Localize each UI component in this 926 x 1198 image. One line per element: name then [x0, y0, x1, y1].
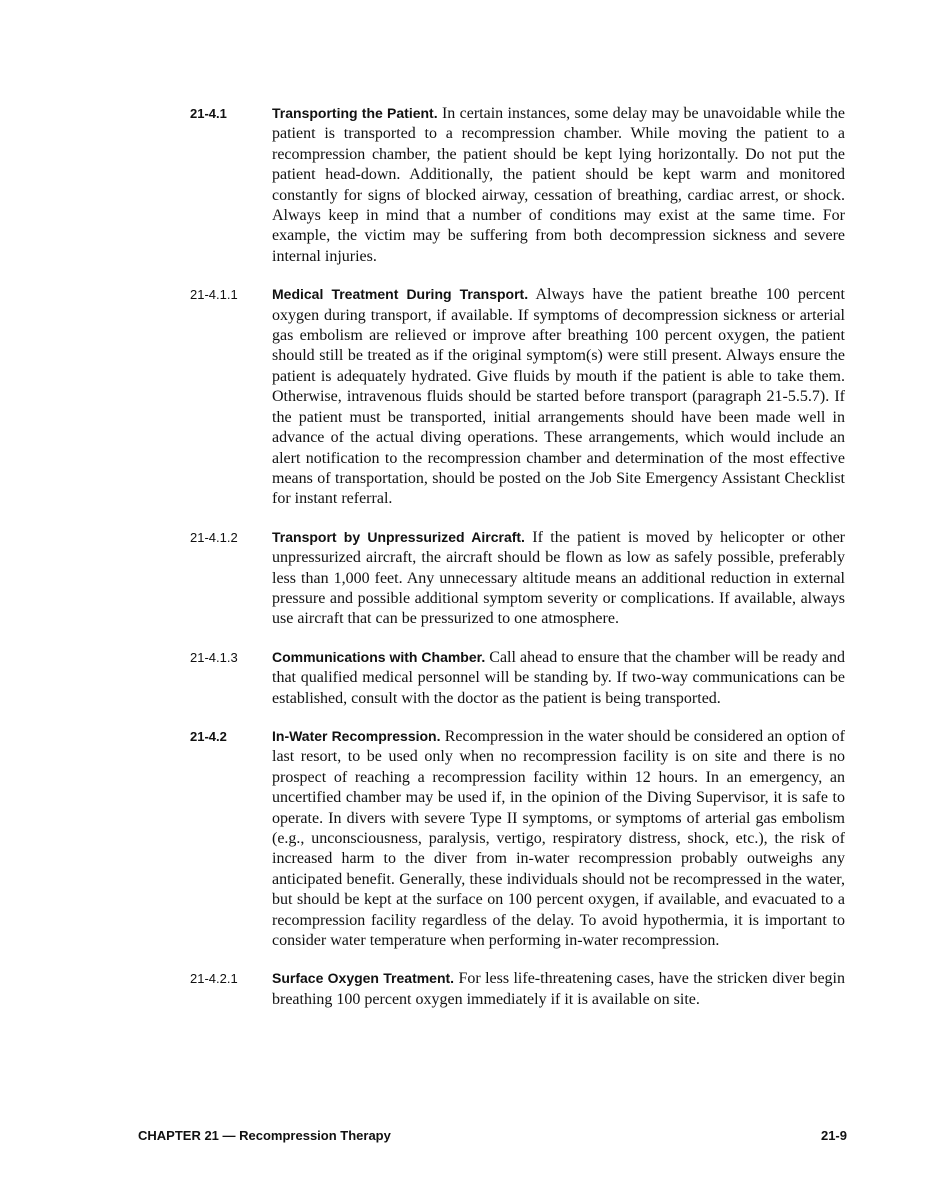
section-body — [272, 968, 845, 1010]
section-number: 21-4.2 — [190, 728, 227, 744]
section-title: Medical Treatment During Transport. — [272, 286, 529, 303]
section-title: In-Water Recompression. — [272, 727, 441, 744]
section-text: In certain instances, some delay may be unavoidable while the patient is transported to a recompression chamber. While moving the patient to a recompression chamber, the patient should be kept lying horizontally. Do not put the patient head-down. Additionally, the patient should be kept warm and monitored constantly for signs of blocked airway, cessation of breathing, cardiac arrest, or shock. Always keep in mind that a number of conditions may exist at the same time. For example, the victim may be suffering from both decompression sickness and severe internal injuries. — [272, 105, 846, 265]
section-21-4-2-1 — [190, 968, 845, 1010]
section-title: Transporting the Patient. — [272, 105, 438, 121]
section-body — [272, 647, 845, 709]
section-number: 21-4.1.3 — [190, 649, 238, 665]
section-21-4-2 — [190, 726, 845, 951]
section-number: 21-4.1.1 — [190, 287, 238, 303]
section-number: 21-4.1 — [190, 106, 227, 121]
page-footer — [138, 1128, 847, 1143]
section-21-4-1-2 — [190, 527, 845, 630]
section-title: Communications with Chamber. — [272, 648, 486, 665]
section-body — [272, 527, 845, 630]
section-text: Recompression in the water should be considered an option of last resort, to be used only when no recompression facility is on site and there is no prospect of reaching a recompression facility within 12 hours. In an emergency, an uncertified chamber may be used if, in the opinion of the Diving Supervisor, it is safe to operate. In divers with severe Type II symptoms, or symptoms of arterial gas embolism (e.g., unconsciousness, paralysis, vertigo, respiratory distress, shock, etc.), the risk of increased harm to the diver from in-water recompression probably outweighs any anticipated benefit. Generally, these individuals should not be recompressed in the water, but should be kept at the surface on 100 percent oxygen, if available, and evacuated to a recompression facility regardless of the delay. To avoid hypothermia, it is important to consider water temperature when performing in-water recompression. — [272, 727, 846, 950]
sections-container — [190, 103, 845, 1027]
section-number: 21-4.1.2 — [190, 529, 238, 545]
section-text: If the patient is moved by helicopter or other unpressurized aircraft, the aircraft should be flown as low as safely possible, preferably less than 1,000 feet. Any unnecessary altitude means an additional reduction in external pressure and possible additional symptom severity or complications. If available, always use aircraft that can be pressurized to one atmosphere. — [272, 528, 845, 628]
section-21-4-1-1 — [190, 284, 845, 509]
section-number: 21-4.2.1 — [190, 971, 238, 987]
footer-page-number: 21-9 — [820, 1128, 847, 1143]
section-21-4-1 — [190, 103, 845, 267]
section-text: Always have the patient breathe 100 percent oxygen during transport, if available. If symptoms of decompression sickness or arterial gas embolism are relieved or improve after breathing 100 percent oxygen, the patient should still be treated as if the original symptom(s) were still present. Always ensure the patient is adequately hydrated. Give fluids by mouth if the patient is able to take them. Otherwise, intravenous fluids should be started before transport (paragraph 21-5.5.7). If the patient must be transported, initial arrangements should have been made well in advance of the actual diving operations. These arrangements, which would include an alert notification to the recompression chamber and determination of the most effective means of transportation, should be posted on the Job Site Emergency Assistant Checklist for instant referral. — [272, 286, 845, 508]
section-title: Transport by Unpressurized Aircraft. — [272, 528, 525, 545]
footer-chapter-title: CHAPTER 21 — Recompression Therapy — [138, 1128, 391, 1143]
section-body — [272, 103, 845, 267]
section-title: Surface Oxygen Treatment. — [272, 970, 455, 987]
section-text: Call ahead to ensure that the chamber will be ready and that qualified medical personnel will be standing by. If two-way communications can be established, consult with the doctor as the patient is being transported. — [272, 648, 846, 707]
section-text: For less life-threatening cases, have the stricken diver begin breathing 100 percent oxygen immediately if it is available on site. — [272, 970, 846, 1008]
section-body — [272, 284, 845, 509]
section-21-4-1-3 — [190, 647, 845, 709]
section-body — [272, 726, 845, 951]
